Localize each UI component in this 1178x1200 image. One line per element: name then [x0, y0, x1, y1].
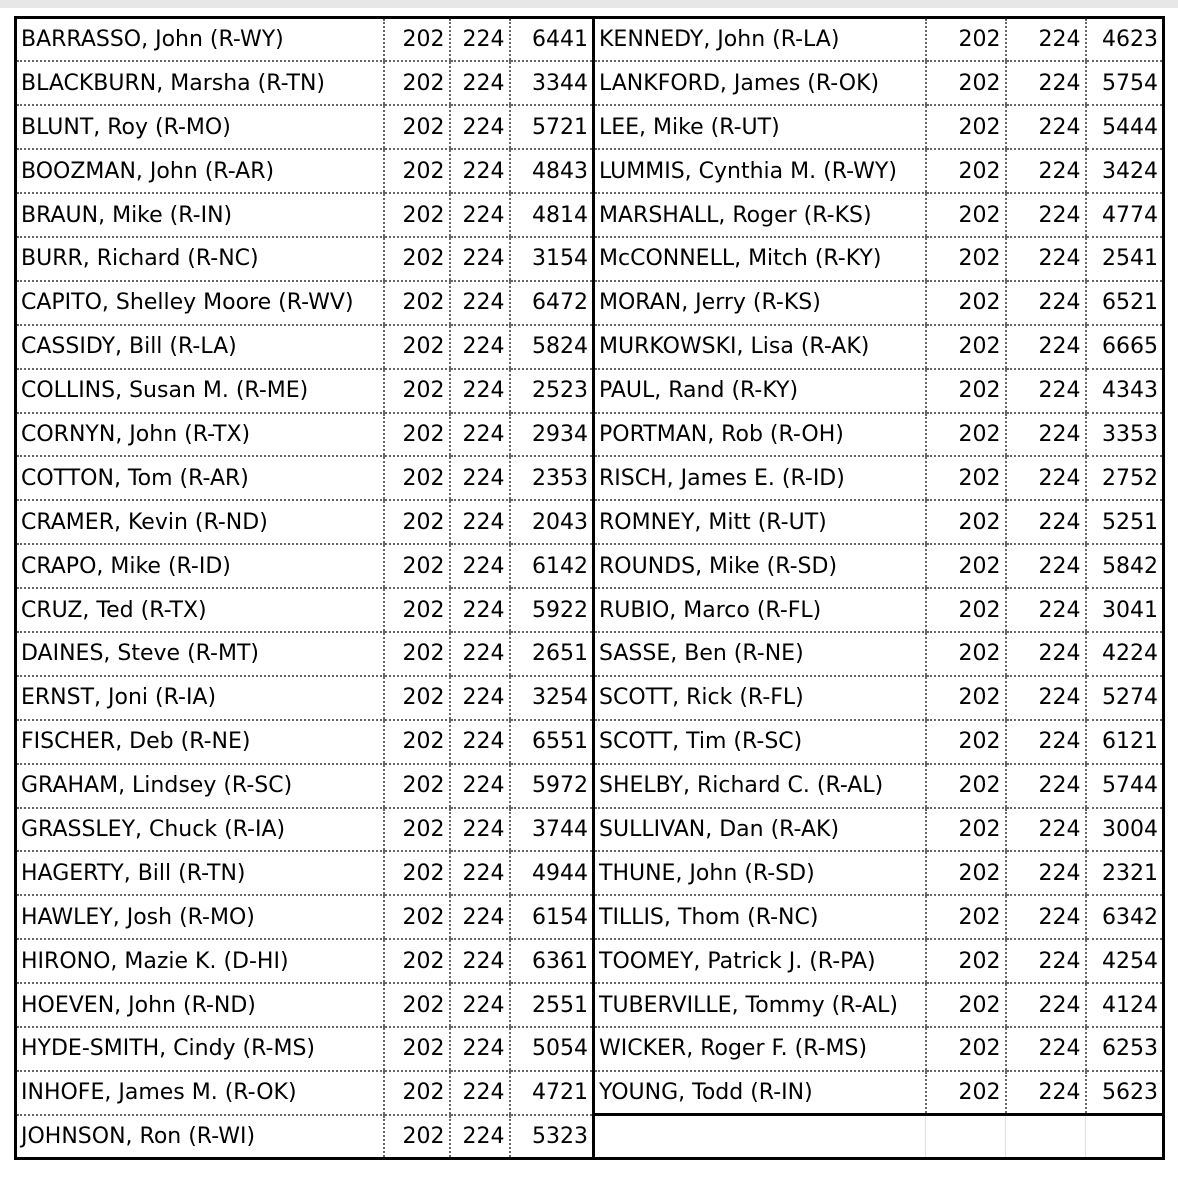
empty-cell [926, 1115, 1006, 1159]
senator-name-cell: YOUNG, Todd (R-IN) [594, 1071, 926, 1115]
prefix-cell: 224 [450, 18, 510, 62]
table-row [16, 1115, 1164, 1159]
area-code-cell: 202 [384, 588, 450, 632]
table-row [16, 413, 1164, 457]
senator-name-cell: HOEVEN, John (R-ND) [16, 983, 384, 1027]
area-code-cell: 202 [384, 808, 450, 852]
prefix-cell: 224 [1006, 851, 1086, 895]
area-code-cell: 202 [384, 632, 450, 676]
area-code-cell: 202 [926, 544, 1006, 588]
senator-name-cell: HYDE-SMITH, Cindy (R-MS) [16, 1027, 384, 1071]
prefix-cell: 224 [450, 456, 510, 500]
line-number-cell: 6665 [1086, 325, 1164, 369]
area-code-cell: 202 [384, 369, 450, 413]
area-code-cell: 202 [384, 325, 450, 369]
prefix-cell: 224 [1006, 983, 1086, 1027]
line-number-cell: 5054 [510, 1027, 594, 1071]
senator-name-cell: INHOFE, James M. (R-OK) [16, 1071, 384, 1115]
line-number-cell: 5842 [1086, 544, 1164, 588]
area-code-cell: 202 [926, 149, 1006, 193]
table-row [16, 237, 1164, 281]
senator-name-cell: GRAHAM, Lindsey (R-SC) [16, 764, 384, 808]
line-number-cell: 4623 [1086, 18, 1164, 62]
table-row [16, 632, 1164, 676]
line-number-cell: 6142 [510, 544, 594, 588]
area-code-cell: 202 [384, 1115, 450, 1159]
senator-name-cell: LUMMIS, Cynthia M. (R-WY) [594, 149, 926, 193]
area-code-cell: 202 [384, 895, 450, 939]
area-code-cell: 202 [926, 808, 1006, 852]
senator-name-cell: THUNE, John (R-SD) [594, 851, 926, 895]
area-code-cell: 202 [384, 456, 450, 500]
area-code-cell: 202 [926, 413, 1006, 457]
senator-name-cell: COLLINS, Susan M. (R-ME) [16, 369, 384, 413]
prefix-cell: 224 [1006, 281, 1086, 325]
area-code-cell: 202 [384, 193, 450, 237]
table-row [16, 720, 1164, 764]
line-number-cell: 5824 [510, 325, 594, 369]
prefix-cell: 224 [450, 632, 510, 676]
senator-name-cell: KENNEDY, John (R-LA) [594, 18, 926, 62]
prefix-cell: 224 [450, 1071, 510, 1115]
prefix-cell: 224 [1006, 193, 1086, 237]
prefix-cell: 224 [1006, 764, 1086, 808]
area-code-cell: 202 [926, 369, 1006, 413]
area-code-cell: 202 [926, 764, 1006, 808]
area-code-cell: 202 [384, 764, 450, 808]
area-code-cell: 202 [926, 237, 1006, 281]
senator-name-cell: SASSE, Ben (R-NE) [594, 632, 926, 676]
prefix-cell: 224 [450, 1027, 510, 1071]
senator-name-cell: TUBERVILLE, Tommy (R-AL) [594, 983, 926, 1027]
table-row [16, 851, 1164, 895]
prefix-cell: 224 [450, 939, 510, 983]
table-row [16, 456, 1164, 500]
prefix-cell: 224 [450, 720, 510, 764]
senator-name-cell: BOOZMAN, John (R-AR) [16, 149, 384, 193]
line-number-cell: 6342 [1086, 895, 1164, 939]
empty-cell [1086, 1115, 1164, 1159]
prefix-cell: 224 [450, 851, 510, 895]
table-row [16, 500, 1164, 544]
senator-name-cell: HAGERTY, Bill (R-TN) [16, 851, 384, 895]
senator-name-cell: BURR, Richard (R-NC) [16, 237, 384, 281]
prefix-cell: 224 [1006, 676, 1086, 720]
prefix-cell: 224 [450, 369, 510, 413]
line-number-cell: 6361 [510, 939, 594, 983]
senator-name-cell: SCOTT, Tim (R-SC) [594, 720, 926, 764]
senator-name-cell: LANKFORD, James (R-OK) [594, 61, 926, 105]
senator-name-cell: FISCHER, Deb (R-NE) [16, 720, 384, 764]
prefix-cell: 224 [1006, 1027, 1086, 1071]
area-code-cell: 202 [926, 61, 1006, 105]
table-row [16, 369, 1164, 413]
line-number-cell: 5744 [1086, 764, 1164, 808]
area-code-cell: 202 [926, 676, 1006, 720]
prefix-cell: 224 [450, 325, 510, 369]
line-number-cell: 5323 [510, 1115, 594, 1159]
line-number-cell: 2321 [1086, 851, 1164, 895]
prefix-cell: 224 [450, 149, 510, 193]
area-code-cell: 202 [384, 939, 450, 983]
prefix-cell: 224 [1006, 105, 1086, 149]
senator-name-cell: BARRASSO, John (R-WY) [16, 18, 384, 62]
line-number-cell: 4814 [510, 193, 594, 237]
prefix-cell: 224 [450, 588, 510, 632]
line-number-cell: 6441 [510, 18, 594, 62]
line-number-cell: 4254 [1086, 939, 1164, 983]
area-code-cell: 202 [926, 1071, 1006, 1115]
prefix-cell: 224 [450, 676, 510, 720]
area-code-cell: 202 [384, 720, 450, 764]
senator-name-cell: WICKER, Roger F. (R-MS) [594, 1027, 926, 1071]
prefix-cell: 224 [1006, 588, 1086, 632]
prefix-cell: 224 [1006, 18, 1086, 62]
area-code-cell: 202 [384, 544, 450, 588]
prefix-cell: 224 [450, 281, 510, 325]
senator-name-cell: TOOMEY, Patrick J. (R-PA) [594, 939, 926, 983]
prefix-cell: 224 [1006, 149, 1086, 193]
prefix-cell: 224 [450, 61, 510, 105]
prefix-cell: 224 [1006, 720, 1086, 764]
line-number-cell: 3424 [1086, 149, 1164, 193]
line-number-cell: 5251 [1086, 500, 1164, 544]
senator-name-cell: LEE, Mike (R-UT) [594, 105, 926, 149]
area-code-cell: 202 [384, 149, 450, 193]
senator-name-cell: HIRONO, Mazie K. (D-HI) [16, 939, 384, 983]
prefix-cell: 224 [1006, 632, 1086, 676]
prefix-cell: 224 [450, 1115, 510, 1159]
table-row [16, 1071, 1164, 1115]
table-row [16, 764, 1164, 808]
area-code-cell: 202 [384, 851, 450, 895]
line-number-cell: 2541 [1086, 237, 1164, 281]
sheet-top-strip [0, 0, 1178, 8]
area-code-cell: 202 [926, 18, 1006, 62]
line-number-cell: 4721 [510, 1071, 594, 1115]
line-number-cell: 4224 [1086, 632, 1164, 676]
area-code-cell: 202 [384, 18, 450, 62]
area-code-cell: 202 [384, 500, 450, 544]
senator-name-cell: BLACKBURN, Marsha (R-TN) [16, 61, 384, 105]
prefix-cell: 224 [450, 764, 510, 808]
area-code-cell: 202 [926, 193, 1006, 237]
line-number-cell: 5623 [1086, 1071, 1164, 1115]
prefix-cell: 224 [450, 105, 510, 149]
prefix-cell: 224 [1006, 895, 1086, 939]
area-code-cell: 202 [384, 676, 450, 720]
table-row [16, 808, 1164, 852]
senator-name-cell: HAWLEY, Josh (R-MO) [16, 895, 384, 939]
prefix-cell: 224 [1006, 237, 1086, 281]
table-row [16, 939, 1164, 983]
senator-name-cell: CRUZ, Ted (R-TX) [16, 588, 384, 632]
area-code-cell: 202 [926, 1027, 1006, 1071]
prefix-cell: 224 [450, 808, 510, 852]
prefix-cell: 224 [1006, 544, 1086, 588]
line-number-cell: 2551 [510, 983, 594, 1027]
area-code-cell: 202 [926, 500, 1006, 544]
senator-name-cell: SCOTT, Rick (R-FL) [594, 676, 926, 720]
prefix-cell: 224 [1006, 1071, 1086, 1115]
area-code-cell: 202 [926, 939, 1006, 983]
line-number-cell: 5754 [1086, 61, 1164, 105]
senator-phone-table [14, 16, 1165, 1160]
line-number-cell: 6521 [1086, 281, 1164, 325]
prefix-cell: 224 [450, 237, 510, 281]
senator-name-cell: RISCH, James E. (R-ID) [594, 456, 926, 500]
table-row [16, 1027, 1164, 1071]
prefix-cell: 224 [450, 544, 510, 588]
area-code-cell: 202 [926, 983, 1006, 1027]
senator-name-cell: ROUNDS, Mike (R-SD) [594, 544, 926, 588]
table-row [16, 895, 1164, 939]
line-number-cell: 6551 [510, 720, 594, 764]
table-row [16, 105, 1164, 149]
table-row [16, 193, 1164, 237]
senator-name-cell: SULLIVAN, Dan (R-AK) [594, 808, 926, 852]
line-number-cell: 4124 [1086, 983, 1164, 1027]
area-code-cell: 202 [384, 1071, 450, 1115]
line-number-cell: 6154 [510, 895, 594, 939]
line-number-cell: 4343 [1086, 369, 1164, 413]
line-number-cell: 2934 [510, 413, 594, 457]
table-row [16, 983, 1164, 1027]
line-number-cell: 4843 [510, 149, 594, 193]
senator-name-cell: COTTON, Tom (R-AR) [16, 456, 384, 500]
empty-cell [594, 1115, 926, 1159]
line-number-cell: 2353 [510, 456, 594, 500]
senator-name-cell: MURKOWSKI, Lisa (R-AK) [594, 325, 926, 369]
prefix-cell: 224 [450, 193, 510, 237]
senator-name-cell: TILLIS, Thom (R-NC) [594, 895, 926, 939]
line-number-cell: 3254 [510, 676, 594, 720]
prefix-cell: 224 [1006, 456, 1086, 500]
line-number-cell: 3344 [510, 61, 594, 105]
area-code-cell: 202 [926, 105, 1006, 149]
senator-name-cell: GRASSLEY, Chuck (R-IA) [16, 808, 384, 852]
line-number-cell: 3004 [1086, 808, 1164, 852]
area-code-cell: 202 [384, 61, 450, 105]
area-code-cell: 202 [926, 632, 1006, 676]
senator-name-cell: PORTMAN, Rob (R-OH) [594, 413, 926, 457]
area-code-cell: 202 [384, 413, 450, 457]
senator-name-cell: SHELBY, Richard C. (R-AL) [594, 764, 926, 808]
senator-name-cell: CRAMER, Kevin (R-ND) [16, 500, 384, 544]
line-number-cell: 3744 [510, 808, 594, 852]
area-code-cell: 202 [384, 1027, 450, 1071]
senator-name-cell: PAUL, Rand (R-KY) [594, 369, 926, 413]
area-code-cell: 202 [926, 851, 1006, 895]
prefix-cell: 224 [450, 413, 510, 457]
area-code-cell: 202 [926, 720, 1006, 764]
table-row [16, 61, 1164, 105]
line-number-cell: 5972 [510, 764, 594, 808]
area-code-cell: 202 [926, 281, 1006, 325]
senator-name-cell: BRAUN, Mike (R-IN) [16, 193, 384, 237]
line-number-cell: 2752 [1086, 456, 1164, 500]
senator-name-cell: ROMNEY, Mitt (R-UT) [594, 500, 926, 544]
senator-name-cell: MARSHALL, Roger (R-KS) [594, 193, 926, 237]
line-number-cell: 5721 [510, 105, 594, 149]
line-number-cell: 6253 [1086, 1027, 1164, 1071]
line-number-cell: 4774 [1086, 193, 1164, 237]
table-row [16, 676, 1164, 720]
line-number-cell: 4944 [510, 851, 594, 895]
prefix-cell: 224 [1006, 325, 1086, 369]
area-code-cell: 202 [926, 588, 1006, 632]
line-number-cell: 6472 [510, 281, 594, 325]
line-number-cell: 2043 [510, 500, 594, 544]
prefix-cell: 224 [450, 983, 510, 1027]
empty-cell [1006, 1115, 1086, 1159]
prefix-cell: 224 [1006, 808, 1086, 852]
table-row [16, 544, 1164, 588]
prefix-cell: 224 [1006, 939, 1086, 983]
line-number-cell: 3353 [1086, 413, 1164, 457]
area-code-cell: 202 [384, 105, 450, 149]
line-number-cell: 5274 [1086, 676, 1164, 720]
senator-name-cell: CAPITO, Shelley Moore (R-WV) [16, 281, 384, 325]
line-number-cell: 5922 [510, 588, 594, 632]
line-number-cell: 3041 [1086, 588, 1164, 632]
senator-name-cell: ERNST, Joni (R-IA) [16, 676, 384, 720]
table-row [16, 588, 1164, 632]
senator-name-cell: MORAN, Jerry (R-KS) [594, 281, 926, 325]
senator-name-cell: DAINES, Steve (R-MT) [16, 632, 384, 676]
prefix-cell: 224 [1006, 61, 1086, 105]
table-row [16, 149, 1164, 193]
area-code-cell: 202 [926, 895, 1006, 939]
senator-name-cell: CASSIDY, Bill (R-LA) [16, 325, 384, 369]
senator-name-cell: McCONNELL, Mitch (R-KY) [594, 237, 926, 281]
senator-name-cell: BLUNT, Roy (R-MO) [16, 105, 384, 149]
prefix-cell: 224 [450, 895, 510, 939]
table-row [16, 18, 1164, 62]
senator-name-cell: CORNYN, John (R-TX) [16, 413, 384, 457]
line-number-cell: 2523 [510, 369, 594, 413]
line-number-cell: 3154 [510, 237, 594, 281]
area-code-cell: 202 [384, 237, 450, 281]
line-number-cell: 2651 [510, 632, 594, 676]
senator-name-cell: CRAPO, Mike (R-ID) [16, 544, 384, 588]
area-code-cell: 202 [384, 983, 450, 1027]
table-row [16, 281, 1164, 325]
line-number-cell: 5444 [1086, 105, 1164, 149]
area-code-cell: 202 [926, 456, 1006, 500]
prefix-cell: 224 [450, 500, 510, 544]
prefix-cell: 224 [1006, 500, 1086, 544]
area-code-cell: 202 [926, 325, 1006, 369]
prefix-cell: 224 [1006, 413, 1086, 457]
prefix-cell: 224 [1006, 369, 1086, 413]
line-number-cell: 6121 [1086, 720, 1164, 764]
table-row [16, 325, 1164, 369]
area-code-cell: 202 [384, 281, 450, 325]
senator-name-cell: RUBIO, Marco (R-FL) [594, 588, 926, 632]
senator-name-cell: JOHNSON, Ron (R-WI) [16, 1115, 384, 1159]
